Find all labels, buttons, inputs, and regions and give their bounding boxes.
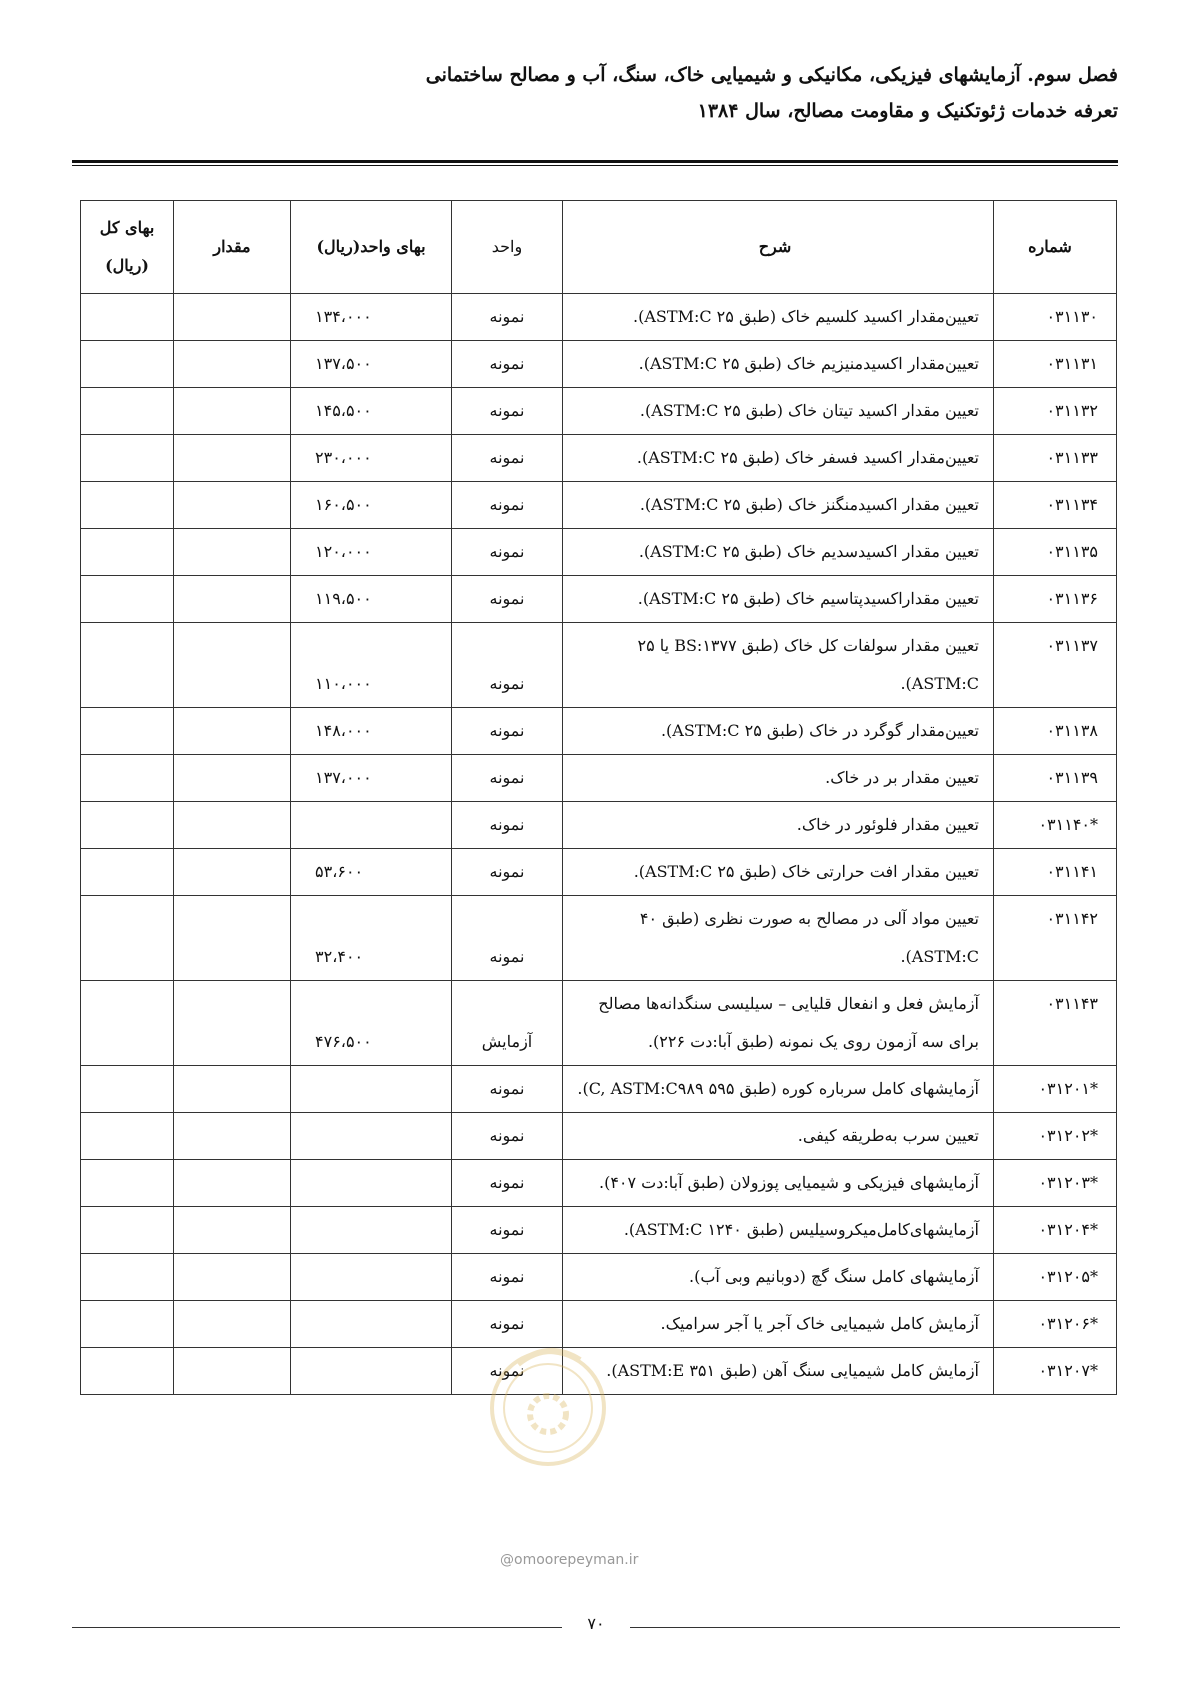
row-number: ۰۳۱۱۳۲ bbox=[994, 388, 1117, 435]
row-total bbox=[81, 388, 174, 435]
row-quantity bbox=[174, 576, 291, 623]
row-description: تعیین‌مقدار اکسید کلسیم خاک (طبق ۲۵ ASTM:C). bbox=[563, 294, 994, 341]
row-quantity bbox=[174, 981, 291, 1066]
table-row bbox=[81, 896, 1117, 981]
row-unit: نمونه bbox=[452, 1207, 563, 1254]
table-header-row bbox=[81, 201, 1117, 294]
row-unit: نمونه bbox=[452, 623, 563, 708]
row-unit-price bbox=[291, 1207, 452, 1254]
row-unit: نمونه bbox=[452, 1301, 563, 1348]
row-unit-price bbox=[291, 1160, 452, 1207]
row-total bbox=[81, 529, 174, 576]
row-unit: نمونه bbox=[452, 1066, 563, 1113]
row-description: تعیین مقدار اکسیدسدیم خاک (طبق ۲۵ ASTM:C). bbox=[563, 529, 994, 576]
seal-logo-icon bbox=[488, 1330, 608, 1470]
row-total bbox=[81, 1113, 174, 1160]
row-number: ۰۳۱۱۴۲ bbox=[994, 896, 1117, 981]
row-unit-price: ۱۱۰،۰۰۰ bbox=[291, 623, 452, 708]
row-unit: نمونه bbox=[452, 294, 563, 341]
table-row bbox=[81, 388, 1117, 435]
row-quantity bbox=[174, 529, 291, 576]
row-number: *۰۳۱۲۰۵ bbox=[994, 1254, 1117, 1301]
row-number: *۰۳۱۲۰۲ bbox=[994, 1113, 1117, 1160]
watermark-url: @omoorepeyman.ir bbox=[500, 1552, 639, 1568]
row-quantity bbox=[174, 849, 291, 896]
table-row bbox=[81, 1207, 1117, 1254]
row-unit: نمونه bbox=[452, 388, 563, 435]
row-unit-price: ۲۳۰،۰۰۰ bbox=[291, 435, 452, 482]
row-number: *۰۳۱۱۴۰ bbox=[994, 802, 1117, 849]
row-total bbox=[81, 755, 174, 802]
row-total bbox=[81, 981, 174, 1066]
table-row bbox=[81, 1160, 1117, 1207]
row-description: آزمایش کامل شیمیایی خاک آجر یا آجر سرامیک. bbox=[563, 1301, 994, 1348]
row-quantity bbox=[174, 623, 291, 708]
row-unit: نمونه bbox=[452, 708, 563, 755]
row-number: *۰۳۱۲۰۳ bbox=[994, 1160, 1117, 1207]
row-unit-price: ۳۲،۴۰۰ bbox=[291, 896, 452, 981]
row-total bbox=[81, 1160, 174, 1207]
page-header bbox=[68, 58, 1118, 130]
row-unit: نمونه bbox=[452, 529, 563, 576]
row-unit-price: ۵۳،۶۰۰ bbox=[291, 849, 452, 896]
table-row bbox=[81, 802, 1117, 849]
row-quantity bbox=[174, 1348, 291, 1395]
row-total bbox=[81, 708, 174, 755]
row-unit: نمونه bbox=[452, 341, 563, 388]
row-number: ۰۳۱۱۳۴ bbox=[994, 482, 1117, 529]
row-quantity bbox=[174, 1301, 291, 1348]
row-quantity bbox=[174, 482, 291, 529]
header-number: شماره bbox=[994, 201, 1117, 294]
row-number: *۰۳۱۲۰۷ bbox=[994, 1348, 1117, 1395]
row-unit: آزمایش bbox=[452, 981, 563, 1066]
table-row bbox=[81, 849, 1117, 896]
table-row bbox=[81, 435, 1117, 482]
table-row bbox=[81, 1066, 1117, 1113]
header-description: شرح bbox=[563, 201, 994, 294]
row-unit-price: ۱۴۵،۵۰۰ bbox=[291, 388, 452, 435]
header-total: بهای کل (ریال) bbox=[81, 201, 174, 294]
row-description: تعیین مقدار سولفات کل خاک (طبق BS:۱۳۷۷ یا ۲۵ ASTM:C). bbox=[563, 623, 994, 708]
row-total bbox=[81, 576, 174, 623]
row-quantity bbox=[174, 341, 291, 388]
row-total bbox=[81, 802, 174, 849]
row-unit-price bbox=[291, 1066, 452, 1113]
row-description: آزمایشهای کامل سنگ گچ (دوبانیم وبی آب). bbox=[563, 1254, 994, 1301]
row-quantity bbox=[174, 435, 291, 482]
header-quantity: مقدار bbox=[174, 201, 291, 294]
row-description: تعیین‌مقدار گوگرد در خاک (طبق ۲۵ ASTM:C). bbox=[563, 708, 994, 755]
row-description: آزمایشهای فیزیکی و شیمیایی پوزولان (طبق آبا:دت ۴۰۷). bbox=[563, 1160, 994, 1207]
row-description: تعیین سرب به‌طریقه کیفی. bbox=[563, 1113, 994, 1160]
row-quantity bbox=[174, 755, 291, 802]
row-unit: نمونه bbox=[452, 435, 563, 482]
row-unit: نمونه bbox=[452, 576, 563, 623]
row-unit-price: ۱۴۸،۰۰۰ bbox=[291, 708, 452, 755]
row-quantity bbox=[174, 1160, 291, 1207]
row-quantity bbox=[174, 896, 291, 981]
table-row bbox=[81, 981, 1117, 1066]
row-unit-price: ۱۱۹،۵۰۰ bbox=[291, 576, 452, 623]
table-row bbox=[81, 1254, 1117, 1301]
row-number: ۰۳۱۱۳۱ bbox=[994, 341, 1117, 388]
row-description: آزمایشهای‌کامل‌میکروسیلیس (طبق ۱۲۴۰ ASTM:C). bbox=[563, 1207, 994, 1254]
footer-rule-right bbox=[630, 1627, 1120, 1628]
header-unit-price: بهای واحد(ریال) bbox=[291, 201, 452, 294]
table-row bbox=[81, 708, 1117, 755]
row-total bbox=[81, 482, 174, 529]
row-description: آزمایشهای کامل سرباره کوره (طبق ۵۹۵ C, ASTM:C۹۸۹). bbox=[563, 1066, 994, 1113]
row-description: آزمایش کامل شیمیایی سنگ آهن (طبق ۳۵۱ ASTM:E). bbox=[563, 1348, 994, 1395]
table-row bbox=[81, 576, 1117, 623]
row-unit-price bbox=[291, 1113, 452, 1160]
footer-rule-left bbox=[72, 1627, 562, 1628]
row-quantity bbox=[174, 388, 291, 435]
row-unit-price: ۱۳۴،۰۰۰ bbox=[291, 294, 452, 341]
row-unit-price bbox=[291, 1254, 452, 1301]
row-total bbox=[81, 341, 174, 388]
row-number: ۰۳۱۱۳۵ bbox=[994, 529, 1117, 576]
table-row bbox=[81, 341, 1117, 388]
row-number: ۰۳۱۱۳۹ bbox=[994, 755, 1117, 802]
document-subtitle: تعرفه خدمات ژئوتکنیک و مقاومت مصالح، سال ۱۳۸۴ bbox=[697, 100, 1118, 122]
row-number: *۰۳۱۲۰۶ bbox=[994, 1301, 1117, 1348]
row-quantity bbox=[174, 1066, 291, 1113]
row-description: آزمایش فعل و انفعال قلیایی – سیلیسی سنگدانه‌ها مصالح برای سه آزمون روی یک نمونه (طبق آبا:دت ۲۲۶). bbox=[563, 981, 994, 1066]
row-quantity bbox=[174, 802, 291, 849]
row-total bbox=[81, 1207, 174, 1254]
row-unit: نمونه bbox=[452, 1160, 563, 1207]
row-quantity bbox=[174, 1254, 291, 1301]
row-total bbox=[81, 435, 174, 482]
row-unit: نمونه bbox=[452, 849, 563, 896]
row-unit-price bbox=[291, 1301, 452, 1348]
row-unit: نمونه bbox=[452, 1254, 563, 1301]
row-description: تعیین مقدار اکسید تیتان خاک (طبق ۲۵ ASTM:C). bbox=[563, 388, 994, 435]
price-table bbox=[80, 200, 1117, 1395]
row-number: ۰۳۱۱۳۸ bbox=[994, 708, 1117, 755]
table-row bbox=[81, 755, 1117, 802]
table-row bbox=[81, 623, 1117, 708]
row-unit: نمونه bbox=[452, 1348, 563, 1395]
row-number: ۰۳۱۱۴۱ bbox=[994, 849, 1117, 896]
row-total bbox=[81, 1348, 174, 1395]
row-unit-price: ۱۶۰،۵۰۰ bbox=[291, 482, 452, 529]
row-description: تعیین مواد آلی در مصالح به صورت نظری (طبق ۴۰ ASTM:C). bbox=[563, 896, 994, 981]
row-unit-price: ۱۳۷،۵۰۰ bbox=[291, 341, 452, 388]
row-unit-price: ۴۷۶،۵۰۰ bbox=[291, 981, 452, 1066]
row-quantity bbox=[174, 1113, 291, 1160]
header-unit: واحد bbox=[452, 201, 563, 294]
row-unit: نمونه bbox=[452, 482, 563, 529]
table-row bbox=[81, 1113, 1117, 1160]
table-row bbox=[81, 529, 1117, 576]
row-quantity bbox=[174, 1207, 291, 1254]
row-description: تعیین مقدار بر در خاک. bbox=[563, 755, 994, 802]
row-quantity bbox=[174, 294, 291, 341]
row-number: ۰۳۱۱۳۶ bbox=[994, 576, 1117, 623]
row-unit: نمونه bbox=[452, 1113, 563, 1160]
row-total bbox=[81, 1066, 174, 1113]
page-number: ۷۰ bbox=[587, 1614, 605, 1633]
row-description: تعیین مقدار فلوئور در خاک. bbox=[563, 802, 994, 849]
row-description: تعیین مقدار اکسیدمنگنز خاک (طبق ۲۵ ASTM:C). bbox=[563, 482, 994, 529]
header-rule bbox=[72, 160, 1118, 166]
row-unit-price bbox=[291, 1348, 452, 1395]
row-number: *۰۳۱۲۰۱ bbox=[994, 1066, 1117, 1113]
row-total bbox=[81, 849, 174, 896]
row-number: ۰۳۱۱۳۳ bbox=[994, 435, 1117, 482]
row-unit-price: ۱۳۷،۰۰۰ bbox=[291, 755, 452, 802]
chapter-title: فصل سوم. آزمایشهای فیزیکی، مکانیکی و شیمیایی خاک، سنگ، آب و مصالح ساختمانی bbox=[425, 64, 1118, 86]
row-number: ۰۳۱۱۳۰ bbox=[994, 294, 1117, 341]
table-row bbox=[81, 294, 1117, 341]
row-quantity bbox=[174, 708, 291, 755]
row-description: تعیین‌مقدار اکسیدمنیزیم خاک (طبق ۲۵ ASTM:C). bbox=[563, 341, 994, 388]
row-description: تعیین مقداراکسیدپتاسیم خاک (طبق ۲۵ ASTM:C). bbox=[563, 576, 994, 623]
row-total bbox=[81, 1301, 174, 1348]
row-total bbox=[81, 1254, 174, 1301]
row-total bbox=[81, 896, 174, 981]
row-total bbox=[81, 623, 174, 708]
row-unit: نمونه bbox=[452, 755, 563, 802]
row-unit: نمونه bbox=[452, 896, 563, 981]
row-number: ۰۳۱۱۴۳ bbox=[994, 981, 1117, 1066]
row-unit-price: ۱۲۰،۰۰۰ bbox=[291, 529, 452, 576]
row-description: تعیین‌مقدار اکسید فسفر خاک (طبق ۲۵ ASTM:C). bbox=[563, 435, 994, 482]
table-row bbox=[81, 482, 1117, 529]
row-number: *۰۳۱۲۰۴ bbox=[994, 1207, 1117, 1254]
row-number: ۰۳۱۱۳۷ bbox=[994, 623, 1117, 708]
row-unit-price bbox=[291, 802, 452, 849]
row-description: تعیین مقدار افت حرارتی خاک (طبق ۲۵ ASTM:C). bbox=[563, 849, 994, 896]
row-unit: نمونه bbox=[452, 802, 563, 849]
row-total bbox=[81, 294, 174, 341]
